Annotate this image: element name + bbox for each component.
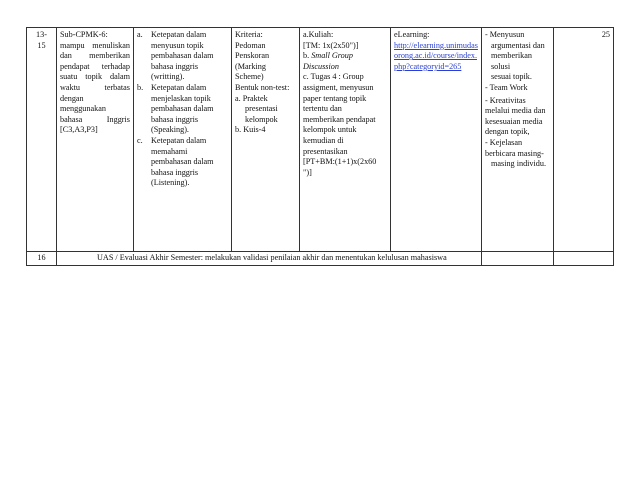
week-number: 13-: [36, 30, 47, 39]
week-number: 15: [37, 40, 46, 50]
criteria-line: a. Praktek: [235, 93, 268, 103]
method-line: c. Tugas 4 : Group: [303, 72, 364, 82]
list-item: [485, 117, 550, 128]
method-line: kemudian di: [303, 135, 344, 145]
material-text: berbicara masing-: [485, 148, 544, 158]
list-item: [485, 159, 550, 170]
indicator-text: Ketepatan dalam memahami pembahasan dalam bahasa inggris (Listening).: [151, 135, 214, 188]
method-line: tertentu dan: [303, 104, 342, 114]
list-item: [485, 96, 550, 107]
table-row: [27, 28, 614, 252]
list-marker: c.: [137, 135, 143, 145]
criteria-line: b. Kuis-4: [235, 125, 266, 135]
criteria-line: Scheme): [235, 72, 264, 82]
indicator-list: [137, 30, 228, 189]
materials-cell: [482, 28, 554, 252]
method-line: kelompok untuk: [303, 125, 357, 135]
list-item: [485, 149, 550, 160]
material-text: Menyusun: [489, 30, 525, 39]
material-text: argumentasi dan: [491, 40, 545, 50]
elearning-link[interactable]: http://elearning.unimudasorong.ac.id/course/index.php?categoryid=265: [394, 40, 478, 71]
elearning-label: eLearning:: [394, 30, 430, 39]
method-line: Discussion: [303, 61, 339, 71]
list-item: [137, 82, 228, 136]
method-line: presentasikan: [303, 146, 348, 156]
list-marker: b.: [137, 82, 144, 92]
list-item: [485, 30, 550, 41]
empty-cell: [482, 252, 554, 266]
list-item: [485, 106, 550, 117]
table-row: [27, 252, 614, 266]
criteria-line: presentasi: [245, 104, 278, 114]
indicator-text: Ketepatan dalam menjelaskan topik pembahasan dalam bahasa inggris (Speaking).: [151, 82, 214, 135]
material-text: Kreativitas: [489, 95, 526, 105]
indicator-text: Ketepatan dalam menyusun topik pembahasan dalam bahasa inggris (writting).: [151, 30, 214, 82]
criteria-line: Penskoran: [235, 51, 270, 61]
method-italic: Small Group: [311, 51, 353, 61]
method-line: [303, 51, 387, 62]
sub-cpmk-text: Sub-CPMK-6: mampu menuliskan dan memberikan pendapat terhadap suatu topik dalam waktu terbatas dengan menggunakan bahasa Inggris [C3,A3,P3]: [60, 30, 130, 135]
criteria-line: Pedoman: [235, 40, 266, 50]
list-item: [485, 127, 550, 138]
material-text: dengan topik,: [485, 127, 530, 137]
material-text: Team Work: [489, 82, 528, 92]
list-item: [485, 72, 550, 83]
uas-cell: [57, 252, 482, 266]
dash-marker: -: [485, 30, 490, 39]
dash-marker: -: [485, 137, 490, 147]
weight-value: 25: [601, 30, 610, 39]
list-marker: a.: [137, 30, 143, 39]
dash-marker: -: [485, 82, 490, 92]
uas-text: UAS / Evaluasi Akhir Semester: melakukan validasi penilaian akhir dan menentukan kelulusan mahasiswa: [97, 253, 447, 262]
material-text: kesesuaian media: [485, 116, 543, 126]
method-line: paper tentang topik: [303, 93, 367, 103]
material-text: memberikan solusi: [491, 51, 532, 71]
list-item: [137, 135, 228, 189]
criteria-line: (Marking: [235, 61, 266, 71]
week-cell: [27, 252, 57, 266]
criteria-line: Kriteria:: [235, 30, 263, 39]
sub-cpmk-cell: [57, 28, 134, 252]
method-line: [PT+BM:(1+1)x(2x60: [303, 157, 377, 167]
weight-cell: [554, 28, 614, 252]
material-text: masing individu.: [491, 159, 547, 169]
dash-marker: -: [485, 95, 490, 105]
week-number: 16: [37, 253, 46, 262]
list-item: [485, 83, 550, 94]
method-line: memberikan pendapat: [303, 114, 376, 124]
rps-table: [26, 27, 614, 266]
indicator-cell: [134, 28, 232, 252]
material-text: Kejelasan: [489, 137, 523, 147]
method-line: [TM: 1x(2x50")]: [303, 40, 359, 50]
material-text: melalui media dan: [485, 106, 546, 116]
list-item: [485, 41, 550, 52]
empty-cell: [554, 252, 614, 266]
offline-method-cell: [300, 28, 391, 252]
list-item: [485, 138, 550, 149]
criteria-line: Bentuk non-test:: [235, 82, 290, 92]
method-line: assigment, menyusun: [303, 82, 374, 92]
material-text: sesuai topik.: [491, 72, 532, 82]
list-item: [485, 51, 550, 72]
criteria-line: kelompok: [245, 114, 278, 124]
criteria-cell: [232, 28, 300, 252]
method-line: a.Kuliah:: [303, 30, 334, 39]
method-line: ")]: [303, 167, 312, 177]
method-prefix: b.: [303, 51, 312, 61]
online-method-cell: [391, 28, 482, 252]
week-cell: [27, 28, 57, 252]
list-item: [137, 30, 228, 83]
